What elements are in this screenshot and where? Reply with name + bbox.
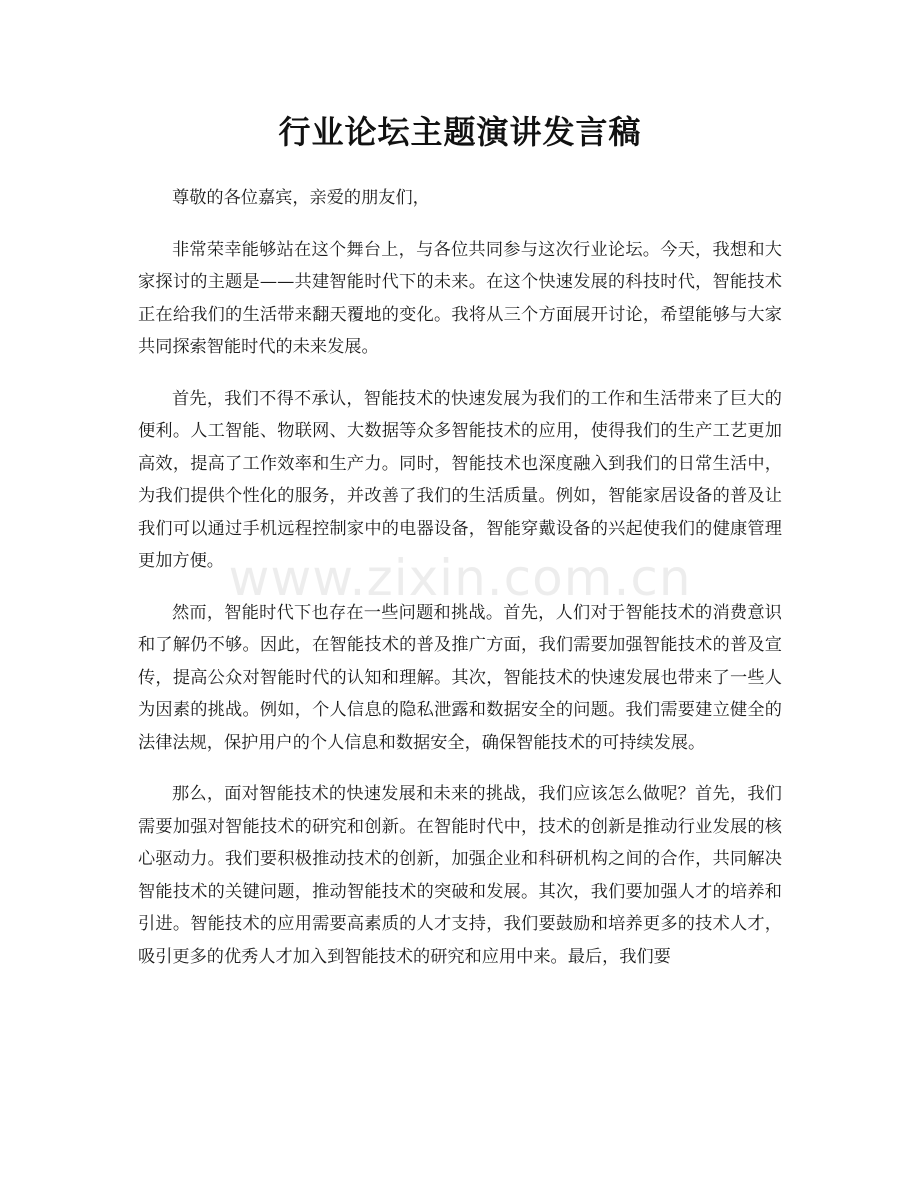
paragraph-first-point: 首先，我们不得不承认，智能技术的快速发展为我们的工作和生活带来了巨大的便利。人工智能、物联网、大数据等众多智能技术的应用，使得我们的生产工艺更加高效，提高了工作效率和生产力。同时，智能技术也深度融入到我们的日常生活中，为我们提供个性化的服务，并改善了我们的生活质量。例如，智能家居设备的普及让我们可以通过手机远程控制家中的电器设备，智能穿戴设备的兴起使我们的健康管理更加方便。 — [138, 388, 782, 571]
page-title: 行业论坛主题演讲发言稿 — [278, 113, 642, 151]
paragraph-intro: 非常荣幸能够站在这个舞台上，与各位共同参与这次行业论坛。今天，我想和大家探讨的主题是——共建智能时代下的未来。在这个快速发展的科技时代，智能技术正在给我们的生活带来翻天覆地的变化。我将从三个方面展开讨论，希望能够与大家共同探索智能时代的未来发展。 — [138, 239, 782, 357]
paragraph-second-point: 然而，智能时代下也存在一些问题和挑战。首先，人们对于智能技术的消费意识和了解仍不够。因此，在智能技术的普及推广方面，我们需要加强智能技术的普及宣传，提高公众对智能时代的认知和理解。其次，智能技术的快速发展也带来了一些人为因素的挑战。例如，个人信息的隐私泄露和数据安全的问题。我们需要建立健全的法律法规，保护用户的个人信息和数据安全，确保智能技术的可持续发展。 — [138, 602, 782, 753]
watermark: www.zixin.com.cn — [228, 549, 692, 607]
paragraph-third-point: 那么，面对智能技术的快速发展和未来的挑战，我们应该怎么做呢？首先，我们需要加强对智能技术的研究和创新。在智能时代中，技术的创新是推动行业发展的核心驱动力。我们要积极推动技术的创新，加强企业和科研机构之间的合作，共同解决智能技术的关键问题，推动智能技术的突破和发展。其次，我们要加强人才的培养和引进。智能技术的应用需要高素质的人才支持，我们要鼓励和培养更多的技术人才，吸引更多的优秀人才加入到智能技术的研究和应用中来。最后，我们要 — [138, 784, 782, 967]
paragraph-salutation: 尊敬的各位嘉宾，亲爱的朋友们， — [172, 188, 430, 208]
document-body — [138, 182, 782, 973]
